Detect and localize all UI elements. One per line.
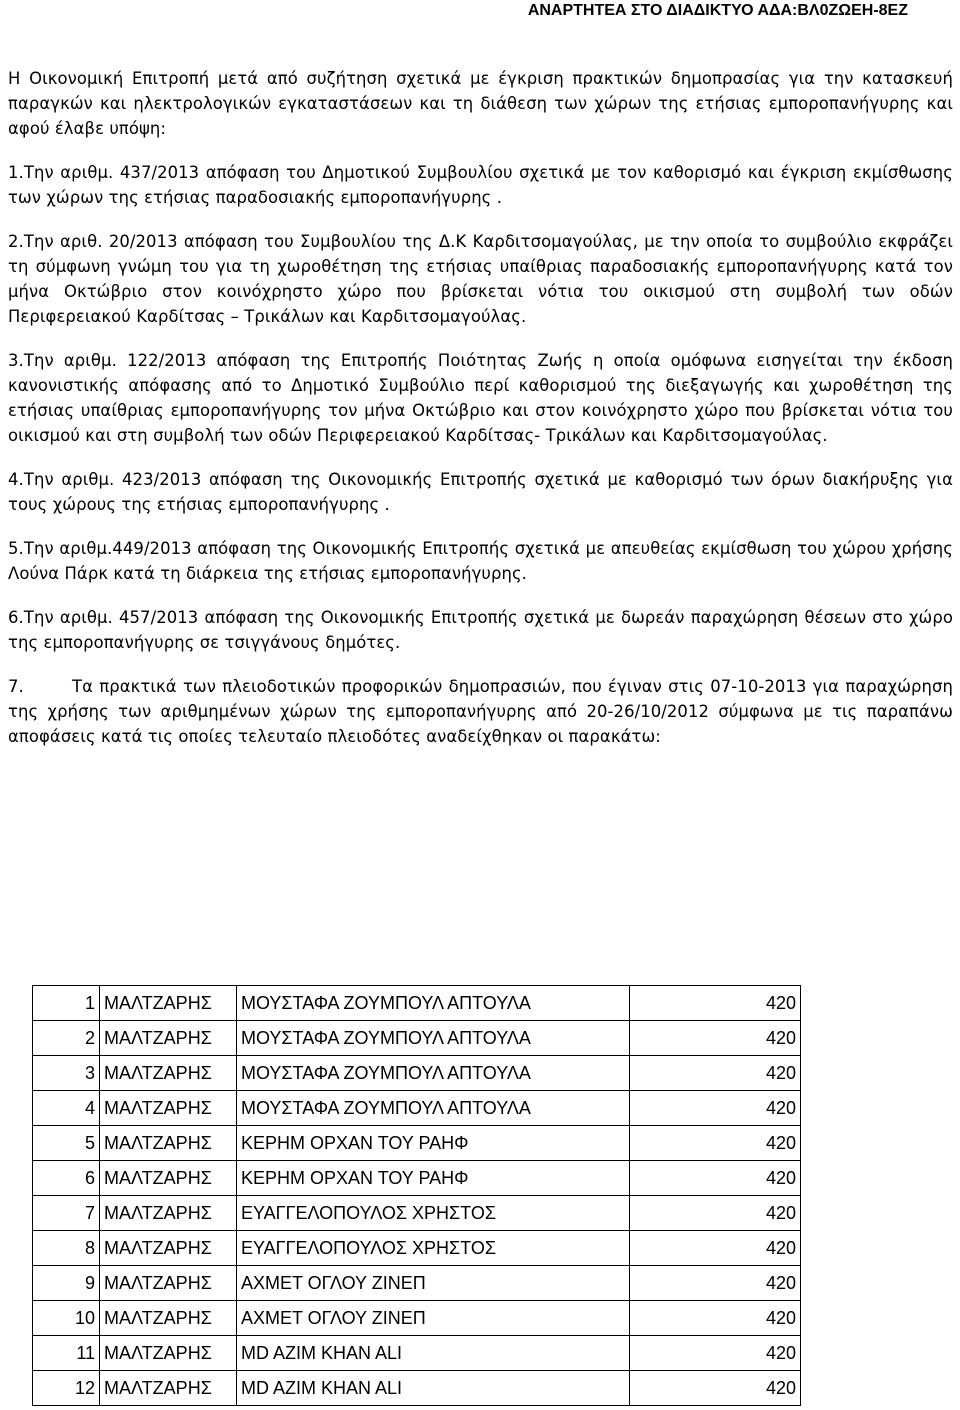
name-cell: ΚΕΡΗΜ ΟΡΧΑΝ ΤΟΥ ΡΑΗΦ: [237, 1161, 630, 1196]
amount-cell: 420: [630, 1371, 801, 1406]
table-row: [33, 1161, 801, 1196]
name-cell: ΜΟΥΣΤΑΦΑ ΖΟΥΜΠΟΥΛ ΑΠΤΟΥΛΑ: [237, 1021, 630, 1056]
name-cell: ΜΟΥΣΤΑΦΑ ΖΟΥΜΠΟΥΛ ΑΠΤΟΥΛΑ: [237, 1091, 630, 1126]
row-number: 11: [33, 1336, 100, 1371]
surname-cell: ΜΑΛΤΖΑΡΗΣ: [100, 1161, 237, 1196]
table-row: [33, 1301, 801, 1336]
amount-cell: 420: [630, 1126, 801, 1161]
list-item: 2.Την αριθ. 20/2013 απόφαση του Συμβουλίου της Δ.Κ Καρδιτσομαγούλας, με την οποία το συμβούλιο εκφράζει τη σύμφωνη γνώμη του για τη χωροθέτηση της ετήσιας υπαίθριας παραδοσιακής εμποροπανήγυρης κατά τον μήνα Οκτώβριο στον κοινόχρηστο χώρο που βρίσκεται νότια του οικισμού στη συμβολή των οδών Περιφερειακού Καρδίτσας – Τρικάλων και Καρδιτσομαγούλας.: [8, 232, 953, 326]
surname-cell: ΜΑΛΤΖΑΡΗΣ: [100, 1336, 237, 1371]
name-cell: ΚΕΡΗΜ ΟΡΧΑΝ ΤΟΥ ΡΑΗΦ: [237, 1126, 630, 1161]
document-body: [8, 66, 953, 749]
table-row: [33, 986, 801, 1021]
name-cell: ΜΟΥΣΤΑΦΑ ΖΟΥΜΠΟΥΛ ΑΠΤΟΥΛΑ: [237, 986, 630, 1021]
list-item-text: Τα πρακτικά των πλειοδοτικών προφορικών δημοπρασιών, που έγιναν στις 07-10-2013 για παραχώρηση της χρήσης των αριθμημένων χώρων της εμποροπανήγυρης από 20-26/10/2012 σύμφωνα με τις παραπάνω αποφάσεις κατά τις οποίες τελευταίο πλειοδότες αναδείχθηκαν οι παρακάτω:: [8, 677, 953, 746]
intro-paragraph: Η Οικονομική Επιτροπή μετά από συζήτηση σχετικά με έγκριση πρακτικών δημοπρασίας για την κατασκευή παραγκών και ηλεκτρολογικών εγκαταστάσεων και τη διάθεση των χώρων της ετήσιας εμποροπανήγυρης και αφού έλαβε υπόψη:: [8, 69, 953, 138]
surname-cell: ΜΑΛΤΖΑΡΗΣ: [100, 1266, 237, 1301]
amount-cell: 420: [630, 1091, 801, 1126]
surname-cell: ΜΑΛΤΖΑΡΗΣ: [100, 1126, 237, 1161]
amount-cell: 420: [630, 1266, 801, 1301]
row-number: 9: [33, 1266, 100, 1301]
table-row: [33, 1126, 801, 1161]
document-header-ada: ΑΝΑΡΤΗΤΕΑ ΣΤΟ ΔΙΑΔΙΚΤΥΟ ΑΔΑ:ΒΛ0ΖΩΕΗ-8ΕΖ: [527, 2, 908, 19]
row-number: 5: [33, 1126, 100, 1161]
list-item-number: 7.: [8, 677, 24, 696]
amount-cell: 420: [630, 1196, 801, 1231]
row-number: 12: [33, 1371, 100, 1406]
row-number: 1: [33, 986, 100, 1021]
surname-cell: ΜΑΛΤΖΑΡΗΣ: [100, 1371, 237, 1406]
list-item-7: [8, 674, 953, 749]
list-item: 4.Την αριθμ. 423/2013 απόφαση της Οικονομικής Επιτροπής σχετικά με καθορισμό των όρων διακήρυξης για τους χώρους της ετήσιας εμποροπανήγυρης .: [8, 470, 953, 514]
row-number: 4: [33, 1091, 100, 1126]
surname-cell: ΜΑΛΤΖΑΡΗΣ: [100, 986, 237, 1021]
table-row: [33, 1091, 801, 1126]
table-row: [33, 1231, 801, 1266]
table-row: [33, 1336, 801, 1371]
row-number: 2: [33, 1021, 100, 1056]
list-item: 3.Την αριθμ. 122/2013 απόφαση της Επιτροπής Ποιότητας Ζωής η οποία ομόφωνα εισηγείται την έκδοση κανονιστικής απόφασης από το Δημοτικό Συμβούλιο περί καθορισμού της διεξαγωγής και χωροθέτηση της ετήσιας υπαίθριας εμποροπανήγυρης τον μήνα Οκτώβριο και στον κοινόχρηστο χώρο που βρίσκεται νότια του οικισμού και στη συμβολή των οδών Περιφερειακού Καρδίτσας- Τρικάλων και Καρδιτσομαγούλας.: [8, 351, 953, 445]
bidders-table: [32, 985, 801, 1406]
name-cell: ΑΧΜΕΤ ΟΓΛΟΥ ΖΙΝΕΠ: [237, 1266, 630, 1301]
amount-cell: 420: [630, 1231, 801, 1266]
row-number: 10: [33, 1301, 100, 1336]
surname-cell: ΜΑΛΤΖΑΡΗΣ: [100, 1231, 237, 1266]
table-row: [33, 1056, 801, 1091]
list-item: 1.Την αριθμ. 437/2013 απόφαση του Δημοτικού Συμβουλίου σχετικά με τον καθορισμό και έγκριση εκμίσθωσης των χώρων της ετήσιας παραδοσιακής εμποροπανήγυρης .: [8, 163, 953, 207]
name-cell: ΕΥΑΓΓΕΛΟΠΟΥΛΟΣ ΧΡΗΣΤΟΣ: [237, 1196, 630, 1231]
surname-cell: ΜΑΛΤΖΑΡΗΣ: [100, 1301, 237, 1336]
row-number: 3: [33, 1056, 100, 1091]
amount-cell: 420: [630, 1056, 801, 1091]
surname-cell: ΜΑΛΤΖΑΡΗΣ: [100, 1196, 237, 1231]
amount-cell: 420: [630, 986, 801, 1021]
surname-cell: ΜΑΛΤΖΑΡΗΣ: [100, 1056, 237, 1091]
name-cell: MD AZIM KHAN ALI: [237, 1371, 630, 1406]
name-cell: ΕΥΑΓΓΕΛΟΠΟΥΛΟΣ ΧΡΗΣΤΟΣ: [237, 1231, 630, 1266]
surname-cell: ΜΑΛΤΖΑΡΗΣ: [100, 1021, 237, 1056]
amount-cell: 420: [630, 1301, 801, 1336]
row-number: 6: [33, 1161, 100, 1196]
name-cell: MD AZIM KHAN ALI: [237, 1336, 630, 1371]
amount-cell: 420: [630, 1336, 801, 1371]
table-row: [33, 1196, 801, 1231]
amount-cell: 420: [630, 1021, 801, 1056]
table-row: [33, 1021, 801, 1056]
name-cell: ΑΧΜΕΤ ΟΓΛΟΥ ΖΙΝΕΠ: [237, 1301, 630, 1336]
name-cell: ΜΟΥΣΤΑΦΑ ΖΟΥΜΠΟΥΛ ΑΠΤΟΥΛΑ: [237, 1056, 630, 1091]
table-row: [33, 1266, 801, 1301]
row-number: 8: [33, 1231, 100, 1266]
row-number: 7: [33, 1196, 100, 1231]
list-item: 6.Την αριθμ. 457/2013 απόφαση της Οικονομικής Επιτροπής σχετικά με δωρεάν παραχώρηση θέσεων στο χώρο της εμποροπανήγυρης σε τσιγγάνους δημότες.: [8, 608, 953, 652]
table-row: [33, 1371, 801, 1406]
surname-cell: ΜΑΛΤΖΑΡΗΣ: [100, 1091, 237, 1126]
list-item: 5.Την αριθμ.449/2013 απόφαση της Οικονομικής Επιτροπής σχετικά με απευθείας εκμίσθωση του χώρου χρήσης Λούνα Πάρκ κατά τη διάρκεια της ετήσιας εμποροπανήγυρης.: [8, 539, 953, 583]
amount-cell: 420: [630, 1161, 801, 1196]
